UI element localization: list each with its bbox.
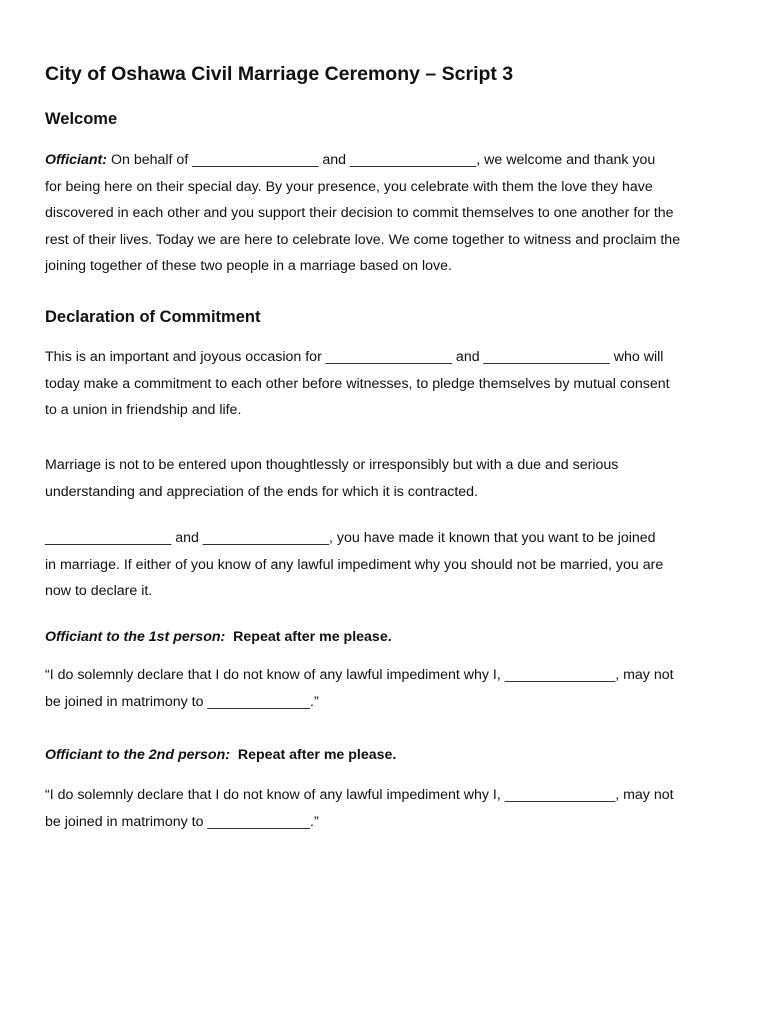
welcome-line-4: rest of their lives. Today we are here to celebrate love. We come together to witness and proclaim the [45, 231, 681, 248]
declaration-paragraph-3 [45, 525, 735, 605]
welcome-line-3: discovered in each other and you support their decision to commit themselves to one another for the [45, 205, 674, 221]
welcome-line-1 [45, 147, 735, 174]
declaration-p2-line-2: understanding and appreciation of the ends for which it is contracted. [45, 483, 478, 500]
declaration-p1-line-3: to a union in friendship and life. [45, 402, 242, 418]
first-person-vow [45, 662, 735, 715]
second-person-instruction [45, 742, 735, 769]
first-person-instruction [45, 624, 735, 651]
declaration-p1-line-1: This is an important and joyous occasion for ________________ and ________________ who will [45, 349, 664, 365]
document-title: City of Oshawa Civil Marriage Ceremony – Script 3 [45, 63, 514, 85]
second-person-vow-line-1: “I do solemnly declare that I do not know of any lawful impediment why I, ______________, may not [45, 787, 674, 803]
second-person-label: Officiant to the 2nd person: [45, 747, 230, 763]
declaration-paragraph-2 [45, 452, 735, 505]
second-person-instruction-line [45, 742, 735, 769]
declaration-p3-line-2: in marriage. If either of you know of any lawful impediment why you should not be married, you are [45, 556, 664, 573]
declaration-p1-line-2: today make a commitment to each other before witnesses, to pledge themselves by mutual consent [45, 375, 670, 392]
declaration-paragraph-1 [45, 344, 735, 424]
welcome-line-2: for being here on their special day. By your presence, you celebrate with them the love they have [45, 178, 653, 195]
declaration-p3-line-3: now to declare it. [45, 583, 153, 599]
officiant-label: Officiant: [45, 152, 108, 168]
welcome-line-5: joining together of these two people in a marriage based on love. [45, 258, 452, 274]
first-person-vow-line-1: “I do solemnly declare that I do not know of any lawful impediment why I, ______________, may not [45, 667, 674, 683]
declaration-heading: Declaration of Commitment [45, 308, 261, 326]
first-person-instruction-line [45, 624, 735, 651]
first-person-repeat: Repeat after me please. [233, 629, 392, 645]
declaration-p3-line-1: ________________ and ________________, you have made it known that you want to be joined [45, 530, 656, 546]
declaration-p2-line-1: Marriage is not to be entered upon thoughtlessly or irresponsibly but with a due and serious [45, 457, 619, 473]
welcome-line-1-text: On behalf of ________________ and ________________, we welcome and thank you [107, 152, 656, 168]
welcome-paragraph [45, 147, 735, 280]
second-person-repeat: Repeat after me please. [237, 747, 397, 763]
first-person-label: Officiant to the 1st person: [45, 629, 226, 645]
welcome-heading: Welcome [45, 110, 118, 128]
first-person-vow-line-2: be joined in matrimony to _____________.” [45, 693, 319, 710]
second-person-vow-line-2: be joined in matrimony to _____________.” [45, 813, 319, 830]
second-person-vow [45, 782, 735, 835]
